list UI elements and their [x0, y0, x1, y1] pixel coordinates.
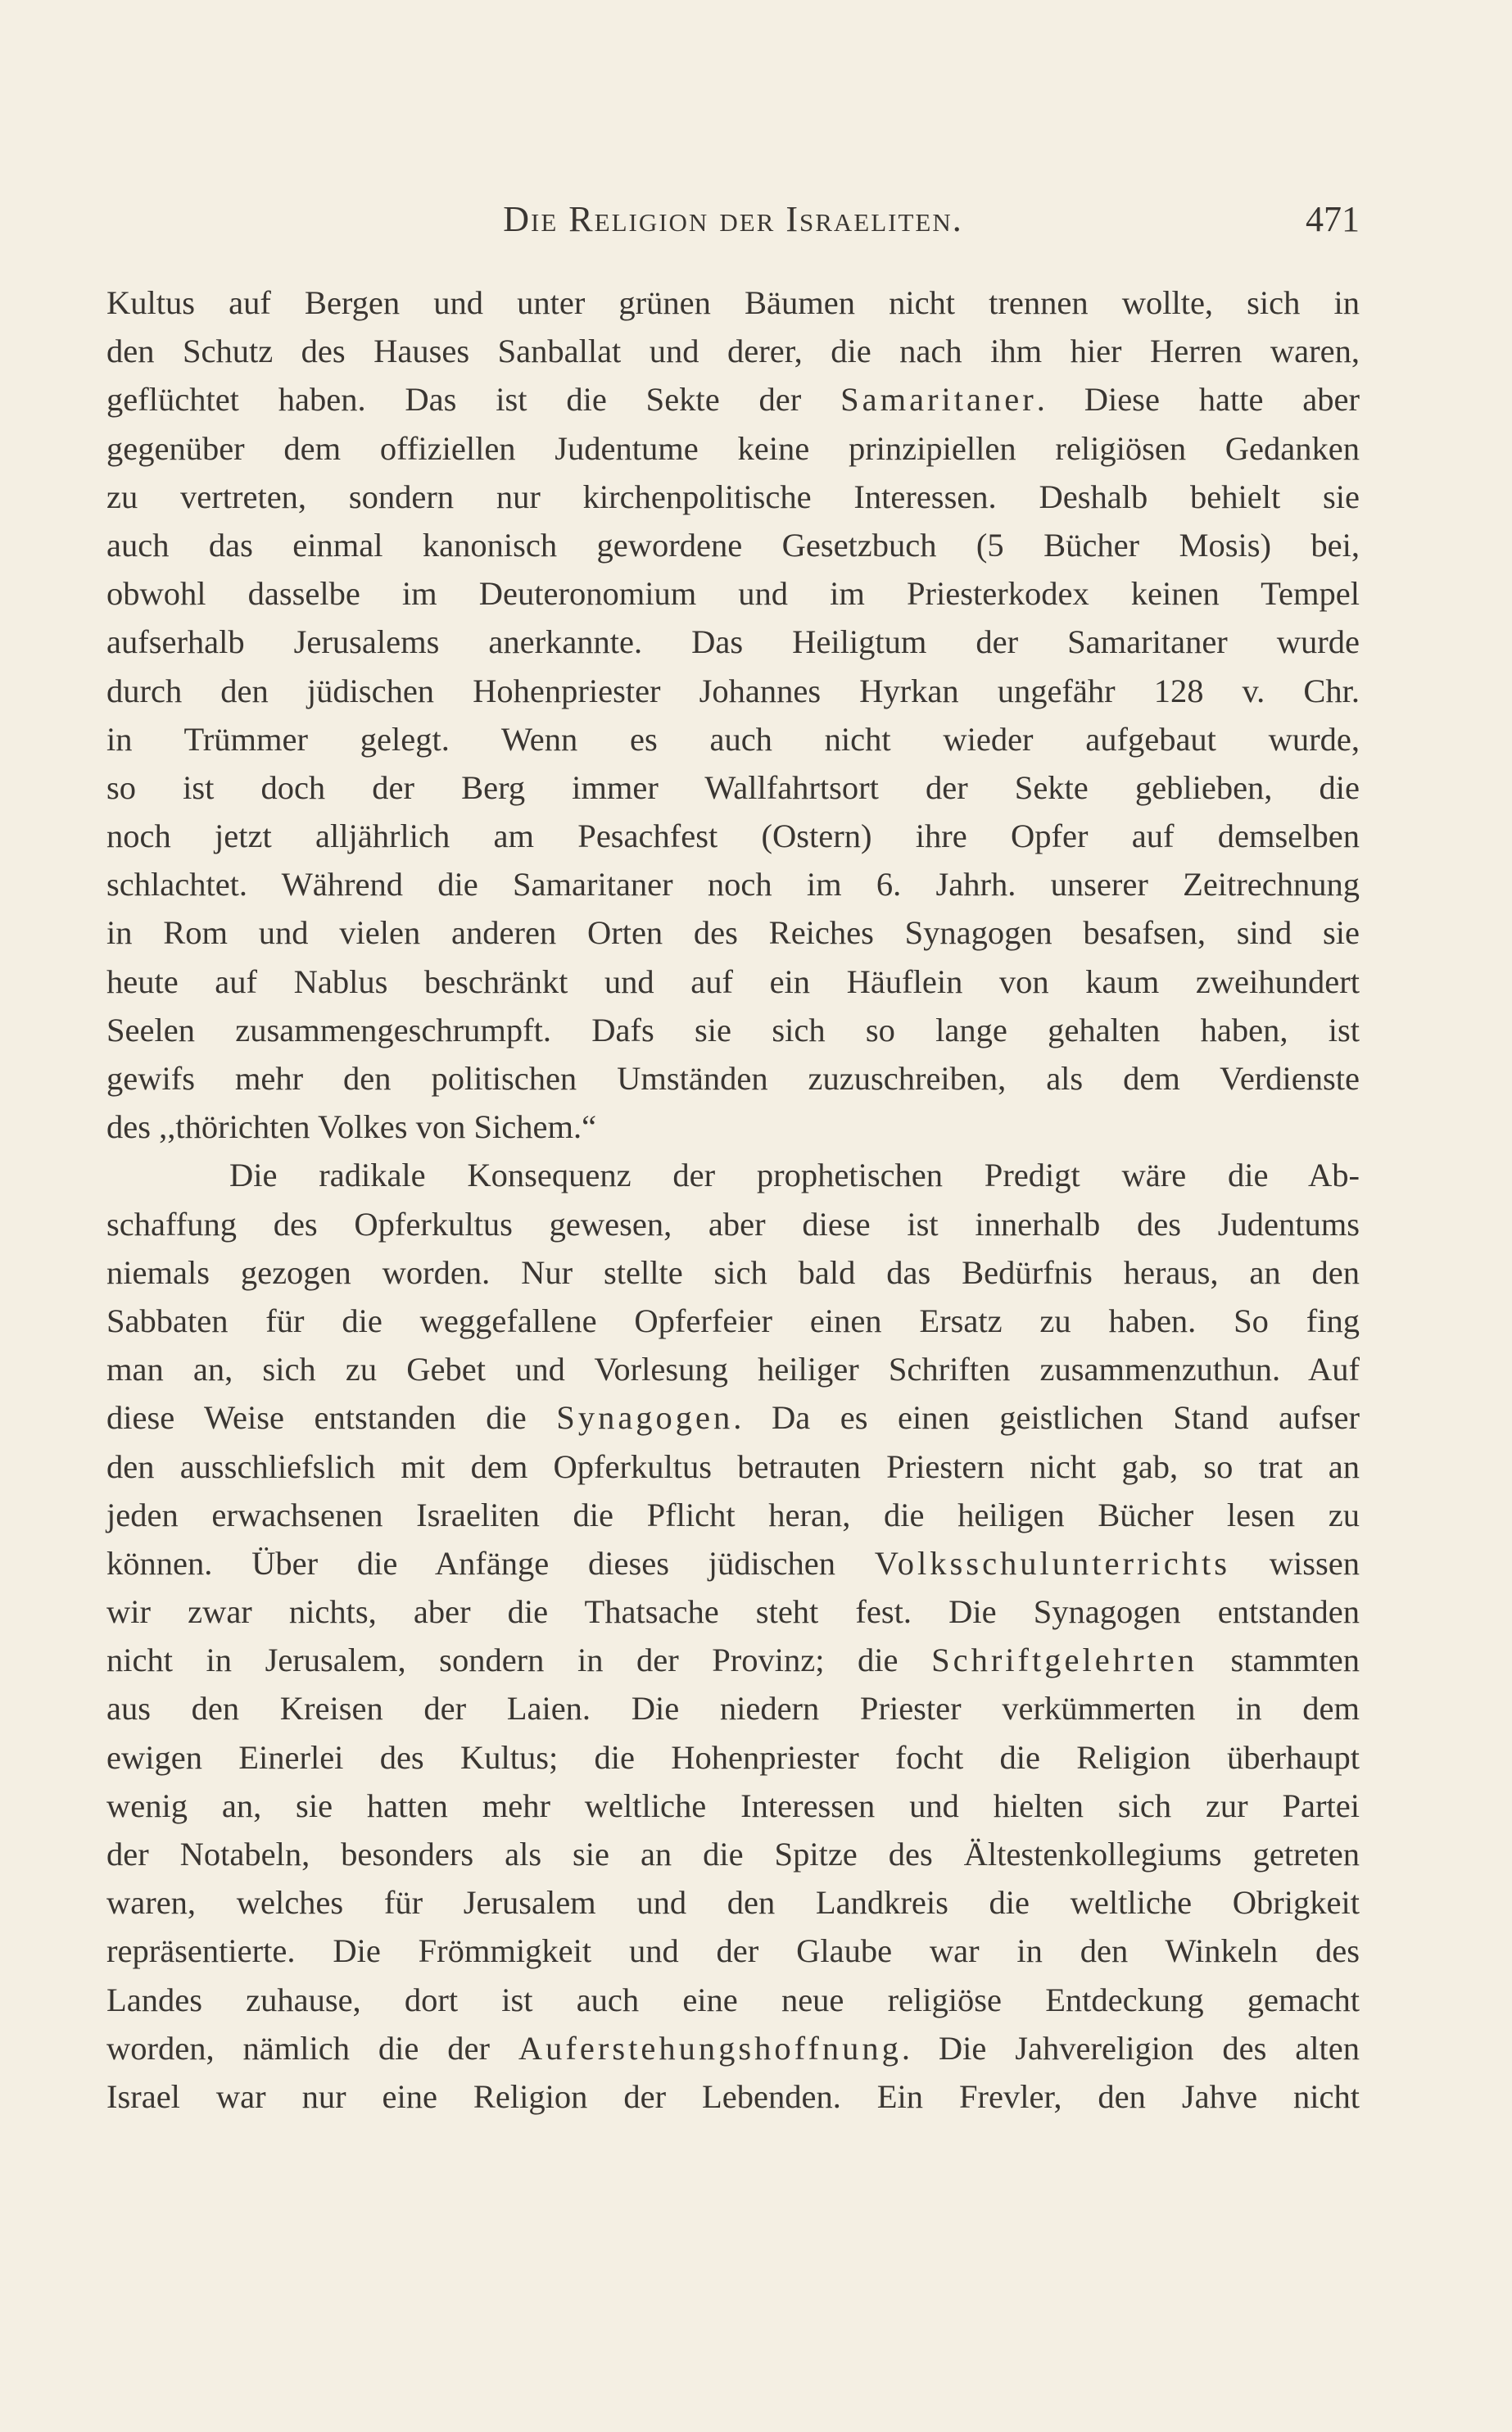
text-line	[106, 1054, 1360, 1103]
text-segment: worden, nämlich die der	[106, 2029, 518, 2067]
text-segment: so ist doch der Berg immer Wallfahrtsort der Sekte geblieben, die	[106, 768, 1360, 806]
text-segment: schlachtet. Während die Samaritaner noch im 6. Jahrh. unserer Zeitrechnung	[106, 866, 1360, 904]
text-segment: jeden erwachsenen Israeliten die Pflicht heran, die heiligen Bücher lesen zu	[106, 1496, 1360, 1533]
text-segment: wenig an, sie hatten mehr weltliche Interessen und hielten sich zur Partei	[106, 1787, 1360, 1824]
text-line	[106, 1200, 1360, 1248]
text-line	[106, 812, 1360, 860]
text-segment: nicht in Jerusalem, sondern in der Provinz; die	[106, 1642, 932, 1679]
text-segment: Die radikale Konsequenz der prophetischen Predigt wäre die Ab-	[229, 1157, 1360, 1194]
emphasized-term: Volksschulunterrichts	[874, 1544, 1230, 1582]
text-segment: schaffung des Opferkultus gewesen, aber diese ist innerhalb des Judentums	[106, 1205, 1360, 1243]
emphasized-term: Auferstehungshoffnung	[518, 2029, 902, 2067]
text-segment: den Schutz des Hauses Sanballat und derer, die nach ihm hier Herren waren,	[106, 333, 1360, 370]
text-line	[106, 1393, 1360, 1442]
emphasized-term: Schriftgelehrten	[931, 1642, 1197, 1679]
text-line	[106, 375, 1360, 423]
body-text	[106, 279, 1360, 2121]
text-segment: des ,,thörichten Volkes von Sichem.“	[106, 1108, 597, 1146]
text-segment: Israel war nur eine Religion der Lebenden. Ein Frevler, den Jahve nicht	[106, 2077, 1360, 2115]
emphasized-term: Synagogen	[556, 1399, 734, 1437]
running-title: Die Religion der Israeliten.	[503, 199, 963, 239]
running-header	[106, 195, 1360, 244]
text-segment: in Rom und vielen anderen Orten des Reiches Synagogen besafsen, sind sie	[106, 914, 1360, 952]
text-line	[106, 1442, 1360, 1491]
text-segment: durch den jüdischen Hohenpriester Johannes Hyrkan ungefähr 128 v. Chr.	[106, 672, 1360, 709]
text-line	[106, 715, 1360, 763]
text-line	[106, 327, 1360, 375]
text-line	[106, 618, 1360, 666]
text-segment: stammten	[1197, 1642, 1360, 1679]
text-segment: gewifs mehr den politischen Umständen zuzuschreiben, als dem Verdienste	[106, 1060, 1360, 1097]
text-line	[106, 2024, 1360, 2072]
text-line	[106, 569, 1360, 618]
text-line	[106, 2072, 1360, 2121]
text-line	[106, 908, 1360, 957]
text-line	[106, 667, 1360, 715]
text-segment: Kultus auf Bergen und unter grünen Bäumen nicht trennen wollte, sich in	[106, 284, 1360, 321]
text-line	[106, 521, 1360, 569]
text-segment: waren, welches für Jerusalem und den Landkreis die weltliche Obrigkeit	[106, 1884, 1360, 1922]
text-line	[106, 860, 1360, 908]
text-line	[106, 279, 1360, 327]
text-segment: heute auf Nablus beschränkt und auf ein Häuflein von kaum zweihundert	[106, 962, 1360, 1000]
text-segment: niemals gezogen worden. Nur stellte sich bald das Bedürfnis heraus, an den	[106, 1253, 1360, 1291]
text-line	[106, 1297, 1360, 1345]
text-line	[106, 1830, 1360, 1878]
text-segment: . Da es einen geistlichen Stand aufser	[733, 1399, 1360, 1437]
text-segment: . Diese hatte aber	[1036, 381, 1360, 419]
text-line	[106, 424, 1360, 473]
text-line	[106, 1976, 1360, 2024]
text-line	[106, 1103, 1360, 1151]
text-line	[106, 1491, 1360, 1539]
text-segment: wissen	[1230, 1544, 1360, 1582]
text-line	[106, 763, 1360, 812]
text-segment: Sabbaten für die weggefallene Opferfeier einen Ersatz zu haben. So fing	[106, 1302, 1360, 1339]
text-line	[106, 1539, 1360, 1587]
text-line	[106, 1684, 1360, 1732]
text-line	[106, 1151, 1360, 1199]
text-segment: gegenüber dem offiziellen Judentume keine prinzipiellen religiösen Gedanken	[106, 429, 1360, 467]
text-line	[106, 1636, 1360, 1684]
text-segment: auch das einmal kanonisch gewordene Gesetzbuch (5 Bücher Mosis) bei,	[106, 526, 1360, 564]
text-segment: Seelen zusammengeschrumpft. Dafs sie sich so lange gehalten haben, ist	[106, 1011, 1360, 1048]
page-number: 471	[1306, 199, 1360, 239]
text-line	[106, 1006, 1360, 1054]
text-segment: diese Weise entstanden die	[106, 1399, 557, 1437]
text-segment: Landes zuhause, dort ist auch eine neue religiöse Entdeckung gemacht	[106, 1981, 1360, 2018]
text-line	[106, 1345, 1360, 1393]
text-segment: . Die Jahvereligion des alten	[901, 2029, 1360, 2067]
text-segment: aufserhalb Jerusalems anerkannte. Das Heiligtum der Samaritaner wurde	[106, 623, 1360, 661]
text-segment: repräsentierte. Die Frömmigkeit und der Glaube war in den Winkeln des	[106, 1932, 1360, 1970]
text-segment: aus den Kreisen der Laien. Die niedern Priester verkümmerten in dem	[106, 1690, 1360, 1728]
text-line	[106, 958, 1360, 1006]
text-line	[106, 1878, 1360, 1927]
text-segment: der Notabeln, besonders als sie an die Spitze des Ältestenkollegiums getreten	[106, 1836, 1360, 1873]
text-segment: wir zwar nichts, aber die Thatsache steht fest. Die Synagogen entstanden	[106, 1593, 1360, 1631]
text-segment: geflüchtet haben. Das ist die Sekte der	[106, 381, 841, 419]
text-segment: zu vertreten, sondern nur kirchenpolitische Interessen. Deshalb behielt sie	[106, 478, 1360, 515]
text-segment: den ausschliefslich mit dem Opferkultus betrauten Priestern nicht gab, so trat an	[106, 1447, 1360, 1485]
text-line	[106, 1782, 1360, 1830]
text-segment: in Trümmer gelegt. Wenn es auch nicht wieder aufgebaut wurde,	[106, 720, 1360, 758]
text-segment: können. Über die Anfänge dieses jüdischen	[106, 1544, 875, 1582]
text-line	[106, 1733, 1360, 1782]
text-line	[106, 1248, 1360, 1297]
text-segment: noch jetzt alljährlich am Pesachfest (Ostern) ihre Opfer auf demselben	[106, 817, 1360, 855]
text-segment: obwohl dasselbe im Deuteronomium und im Priesterkodex keinen Tempel	[106, 575, 1360, 613]
emphasized-term: Samaritaner	[840, 381, 1037, 419]
text-line	[106, 473, 1360, 521]
text-segment: man an, sich zu Gebet und Vorlesung heiliger Schriften zusammenzuthun. Auf	[106, 1351, 1360, 1388]
text-line	[106, 1927, 1360, 1975]
text-segment: ewigen Einerlei des Kultus; die Hohenpriester focht die Religion überhaupt	[106, 1738, 1360, 1776]
text-line	[106, 1587, 1360, 1636]
